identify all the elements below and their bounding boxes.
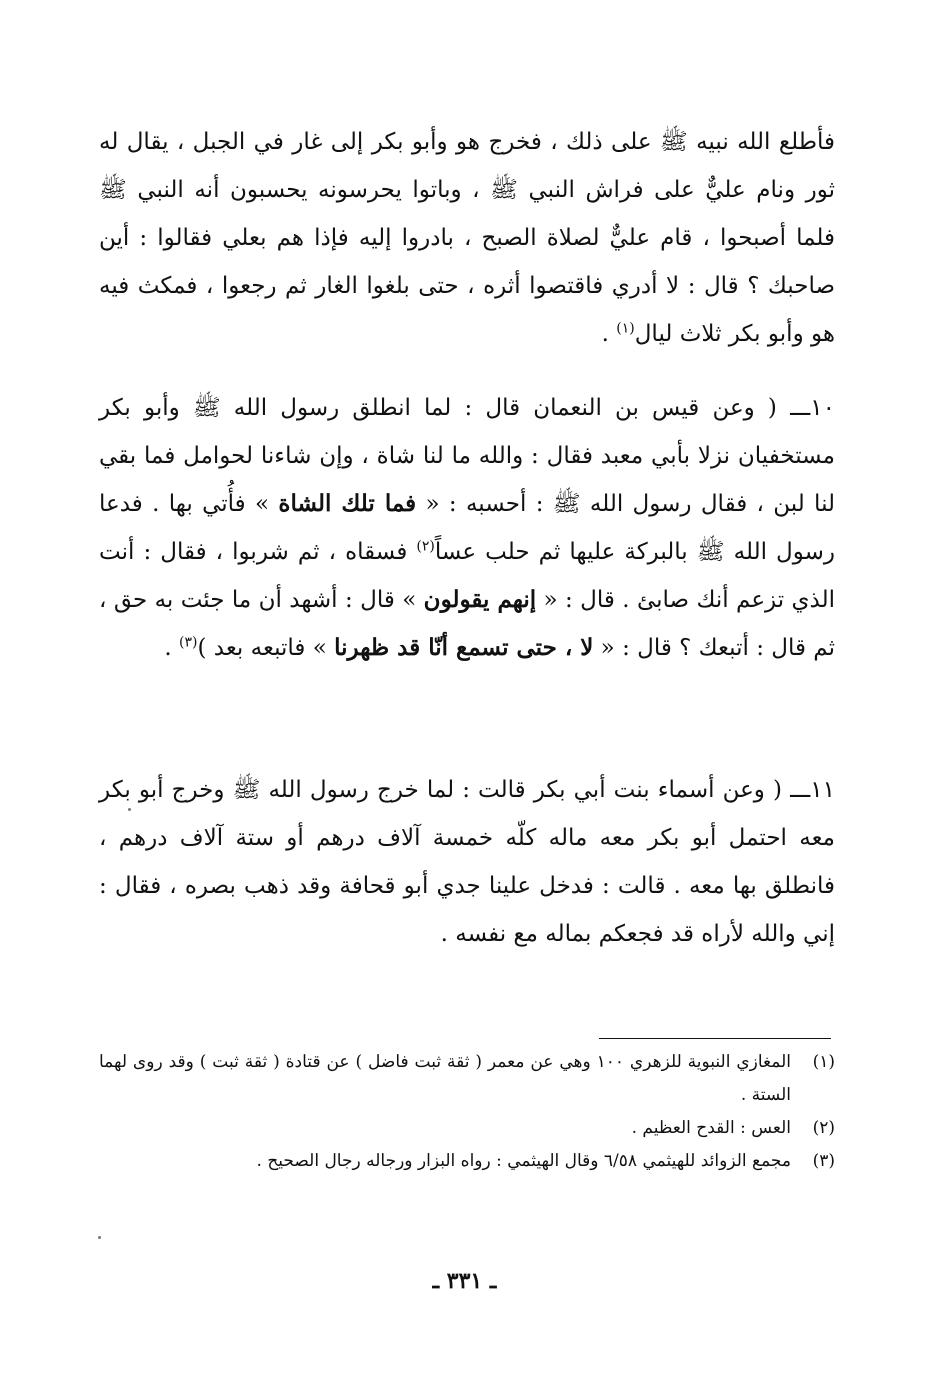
footnote-text: المغازي النبوية للزهري ١٠٠ وهي عن معمر ( ثقة ثبت فاضل ) عن قتادة ( ثقة ثبت ) وقد روى لهما الستة . <box>99 1052 791 1105</box>
footnote-number: (١) <box>812 1052 835 1072</box>
footnote-number: (٣) <box>812 1151 835 1171</box>
page-number: ـ ٣٣١ ـ <box>432 1268 497 1294</box>
footnotes <box>99 1046 835 1178</box>
paragraph-text: » قال : أشهد أن ما جئت به حق ، ثم قال : أتبعك ؟ قال : « <box>99 587 835 661</box>
paragraph-text: فسقاه ، ثم شربوا ، فقال : أنت الذي تزعم أنك صابئ . قال : « <box>99 539 835 613</box>
paragraph-end: . <box>164 635 180 661</box>
hadith-number: ١١ـــ <box>790 777 835 803</box>
footnote-ref: (٣) <box>179 634 198 651</box>
scan-speck <box>128 808 131 811</box>
paragraph-end: . <box>601 321 617 347</box>
hadith-10 <box>99 384 835 672</box>
footnote-text: مجمع الزوائد للهيثمي ٦/٥٨ وقال الهيثمي : رواه البزار ورجاله رجال الصحيح . <box>256 1151 791 1171</box>
footnote-ref: (٢) <box>416 538 435 555</box>
paragraph-continuation <box>99 118 835 358</box>
footnote <box>99 1112 835 1145</box>
paragraph-text: فأطلع الله نبيه ﷺ على ذلك ، فخرج هو وأبو بكر إلى غار في الجبل ، يقال له ثور ونام عليٌّ على فراش النبي ﷺ ، وباتوا يحرسونه يحسبون أنه النبي ﷺ فلما أصبحوا ، قام عليٌّ لصلاة الصبح ، بادروا إليه فإذا هم بعلي فقالوا : أين صاحبك ؟ قال : لا أدري فاقتصوا أثره ، حتى بلغوا الغار ثم رجعوا ، فمكث فيه هو وأبو بكر ثلاث ليال <box>99 129 835 347</box>
paragraph-text: ( وعن أسماء بنت أبي بكر قالت : لما خرج رسول الله ﷺ وخرج أبو بكر معه احتمل أبو بكر معه ماله كلّه خمسة آلاف درهم أو ستة آلاف درهم ، فانطلق بها معه . قالت : فدخل علينا جدي أبو قحافة وقد ذهب بصره ، فقال : إني والله لأراه قد فجعكم بماله مع نفسه . <box>99 777 835 947</box>
footnote <box>99 1046 835 1112</box>
footnote <box>99 1145 835 1178</box>
footnote-ref: (١) <box>616 320 635 337</box>
paragraph-text: ( وعن قيس بن النعمان قال : لما انطلق رسول الله ﷺ وأبو بكر مستخفيان نزلا بأبي معبد فقال : والله ما لنا شاة ، وإن شاءنا لحوامل فما بقي لنا لبن ، فقال رسول الله ﷺ : أحسبه : « <box>99 395 836 517</box>
bold-quote: إنهم يقولون <box>423 586 537 613</box>
bold-quote: فما تلك الشاة <box>278 490 417 517</box>
hadith-number: ١٠ـــ <box>790 395 835 421</box>
footnote-text: العس : القدح العظيم . <box>631 1118 791 1138</box>
scan-speck <box>98 1236 101 1239</box>
paragraph-text: » فاتبعه بعد ) <box>197 635 335 661</box>
paragraph-text: » فأُتي بها . فدعا رسول الله ﷺ بالبركة عليها ثم حلب عساً <box>99 491 835 565</box>
hadith-11 <box>99 766 835 958</box>
footnote-number: (٢) <box>812 1118 835 1138</box>
bold-quote: لا ، حتى تسمع أنّا قد ظهرنا <box>334 634 594 661</box>
footnote-divider <box>599 1038 831 1039</box>
